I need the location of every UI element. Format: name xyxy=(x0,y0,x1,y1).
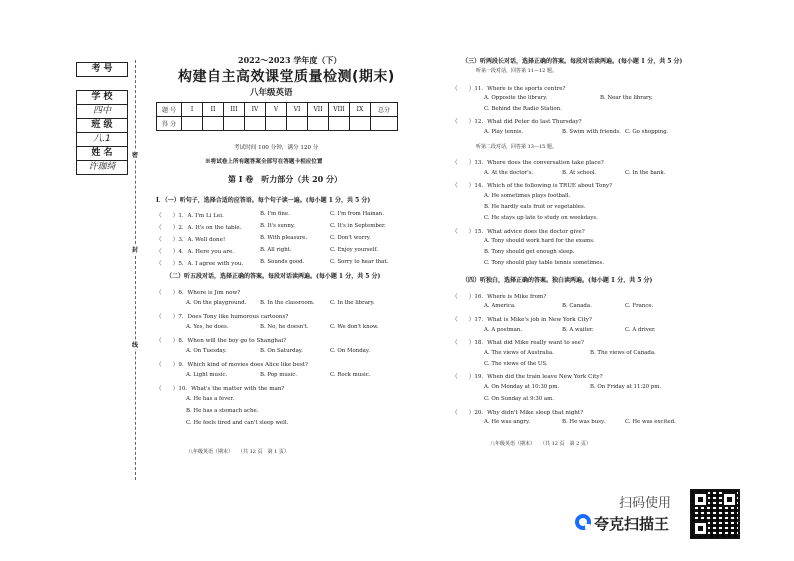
score-cell xyxy=(308,117,329,131)
question: （ ）17．What is Mike's job in New York City? xyxy=(452,317,592,323)
option: C. In the library. xyxy=(330,300,375,306)
option: B. Swim with friends. xyxy=(562,129,621,135)
option: B. On Friday at 11:20 pm. xyxy=(590,384,662,390)
option: C. A driver. xyxy=(625,327,656,333)
option: A. A postman. xyxy=(484,327,523,333)
time-note: 考试时间 100 分钟，满分 120 分 xyxy=(234,145,319,151)
option: B. Pop music. xyxy=(260,372,298,378)
question: （ ）9．Which kind of movies does Alice like best? xyxy=(156,362,308,368)
section-title: I．（一）听句子，选择合适的应答语。每个句子读一遍。(每小题 1 分，共 5 分) xyxy=(156,197,371,204)
question: （ ）6．Where is Jim now? xyxy=(156,290,241,296)
page-footer: 八年级英语（期末） （共 12 页 第 2 页） xyxy=(490,441,591,447)
class-value: 八.1 xyxy=(76,132,128,147)
score-cell xyxy=(224,117,245,131)
option: A. He has a fever. xyxy=(186,396,235,402)
option: C. He was excited. xyxy=(625,419,676,425)
option: A. At the doctor's. xyxy=(484,170,534,176)
score-table xyxy=(156,102,398,131)
seal-label: 线 xyxy=(132,342,139,349)
option: C. The views of the US. xyxy=(484,361,548,367)
school-year: 2022～2023 学年度（下） xyxy=(238,55,342,65)
exam-title: 构建自主高效课堂质量检测(期末) xyxy=(178,69,395,85)
question: （ ）14．Which of the following is TRUE about Tony? xyxy=(452,183,613,189)
option: B. All right. xyxy=(260,247,292,253)
score-col: II xyxy=(203,103,224,117)
score-col: I xyxy=(182,103,203,117)
option: C. On Monday. xyxy=(330,348,370,354)
option: B. He hardly eats fruit or vegetables. xyxy=(484,204,586,210)
question: （ ）2．A. It's on the table. xyxy=(156,225,242,231)
question: （ ）11．Where is the sports centre? xyxy=(452,86,566,92)
score-row2-label: 得 分 xyxy=(157,117,182,131)
option: B. Tony should get enough sleep. xyxy=(484,249,575,255)
option: A. He sometimes plays football. xyxy=(484,193,571,199)
sub-instruction: 听第二段对话，回答第 13—15 题。 xyxy=(476,144,557,150)
option: B. It's sunny. xyxy=(260,223,295,229)
option: C. Tony should play table tennis sometimes. xyxy=(484,260,604,266)
option: A. The views of Australia. xyxy=(484,350,554,356)
option: B. Sounds good. xyxy=(260,259,305,265)
score-col: III xyxy=(224,103,245,117)
exam-subject: 八年级英语 xyxy=(250,88,293,98)
scan-label: 扫码使用 xyxy=(619,496,672,511)
option: B. I'm fine. xyxy=(260,211,290,217)
school-label: 学 校 xyxy=(76,90,128,105)
option: C. Go shopping. xyxy=(625,129,669,135)
question: （ ）13．Where does the conversation take place? xyxy=(452,160,604,166)
question: （ ）18．What did Mike really want to see? xyxy=(452,340,584,346)
seal-label: 封 xyxy=(132,247,139,254)
option: B. A waiter. xyxy=(562,327,594,333)
qr-code-icon[interactable] xyxy=(690,489,740,539)
section-title: （三）听两段长对话，选择正确的答案。每段对话读两遍。(每小题 1 分，共 5 分) xyxy=(462,58,683,65)
score-cell xyxy=(287,117,308,131)
score-cell xyxy=(182,117,203,131)
option: B. He has a stomach ache. xyxy=(186,408,259,414)
option: A. On Tuesday. xyxy=(186,348,227,354)
option: A. On Monday at 10:30 pm. xyxy=(484,384,560,390)
option: A. He was angry. xyxy=(484,419,530,425)
question: （ ）12．What did Peter do last Thursday? xyxy=(452,119,582,125)
option: C. He stays up late to study on weekdays. xyxy=(484,215,598,221)
option: B. In the classroom. xyxy=(260,300,315,306)
score-cell xyxy=(266,117,287,131)
option: C. In the bank. xyxy=(625,170,666,176)
score-row-label: 题 号 xyxy=(157,103,182,117)
option: B. He was busy. xyxy=(562,419,606,425)
section-title: （二）听五段对话，选择正确的答案。每段对话读两遍。(每小题 1 分，共 5 分) xyxy=(166,273,381,280)
name-label: 姓 名 xyxy=(76,146,128,161)
option: C. On Sunday at 9:30 am. xyxy=(484,396,554,402)
option: B. No, he doesn't. xyxy=(260,324,309,330)
score-header-row xyxy=(157,103,398,117)
score-col-total: 总分 xyxy=(371,103,398,117)
score-col: VI xyxy=(287,103,308,117)
option: C. Rock music. xyxy=(330,372,371,378)
option: C. Don't worry. xyxy=(330,235,371,241)
option: C. It's in September. xyxy=(330,223,386,229)
score-col: IV xyxy=(245,103,266,117)
option: A. Yes, he does. xyxy=(186,324,229,330)
score-col: V xyxy=(266,103,287,117)
option: C. Sorry to hear that. xyxy=(330,259,389,265)
option: B. Canada. xyxy=(562,303,592,309)
option: A. Opposite the library. xyxy=(484,95,548,101)
option: A. Light music. xyxy=(186,372,228,378)
question: （ ）8．When will the boy go to Shanghai? xyxy=(156,338,287,344)
name-value: 许珈绮 xyxy=(76,160,128,175)
question: （ ）4．A. Here you are. xyxy=(156,249,235,255)
option: B. The views of Canada. xyxy=(590,350,656,356)
seal-cut-line xyxy=(135,60,136,480)
option: A. America. xyxy=(484,303,516,309)
exam-number-label: 考 号 xyxy=(76,62,128,77)
score-cell xyxy=(245,117,266,131)
score-col: VIII xyxy=(329,103,350,117)
score-cell xyxy=(203,117,224,131)
question: （ ）1．A. I'm Li Lei. xyxy=(156,213,224,219)
question: （ ）10．What's the matter with the man? xyxy=(156,386,285,392)
seal-label: 密 xyxy=(132,152,139,159)
brand-name: 夸克扫描王 xyxy=(594,515,670,533)
answer-note: ※将试卷上所有题答案全部写在答题卡相应位置 xyxy=(205,159,323,165)
score-col: IX xyxy=(350,103,371,117)
sub-instruction: 听第一段对话，回答第 11—12 题。 xyxy=(476,68,557,74)
question: （ ）7．Does Tony like humorous cartoons? xyxy=(156,314,289,320)
option: C. We don't know. xyxy=(330,324,379,330)
option: B. Near the library. xyxy=(600,95,653,101)
question: （ ）3．A. Well done! xyxy=(156,237,226,243)
part-heading: 第 I 卷 听力部分（共 20 分） xyxy=(228,174,343,184)
question: （ ）20．Why didn't Mike sleep that night? xyxy=(452,410,584,416)
section-title: （四）听独白，选择正确的答案。独白读两遍。(每小题 1 分，共 5 分) xyxy=(462,277,653,284)
question: （ ）19．When did the train leave New York City? xyxy=(452,374,603,380)
class-label: 班 级 xyxy=(76,118,128,133)
option: C. Enjoy yourself. xyxy=(330,247,378,253)
score-col: VII xyxy=(308,103,329,117)
option: B. With pleasure. xyxy=(260,235,308,241)
option: B. On Saturday. xyxy=(260,348,303,354)
option: C. Behind the Radio Station. xyxy=(484,106,562,112)
option: C. He feels tired and can't sleep well. xyxy=(186,420,289,426)
page-footer: 八年级英语（期末） （共 12 页 第 1 页） xyxy=(188,449,289,455)
score-cell xyxy=(329,117,350,131)
option: C. France. xyxy=(625,303,654,309)
question: （ ）5．A. I agree with you. xyxy=(156,261,244,267)
score-cell xyxy=(350,117,371,131)
option: A. On the playground. xyxy=(186,300,247,306)
school-value: 四中 xyxy=(76,104,128,119)
option: A. Tony should work hard for the exams. xyxy=(484,238,595,244)
score-value-row xyxy=(157,117,398,131)
quark-logo-icon xyxy=(574,513,592,531)
option: B. At school. xyxy=(562,170,597,176)
option: C. I'm from Hainan. xyxy=(330,211,384,217)
question: （ ）15．What advice does the doctor give? xyxy=(452,229,585,235)
score-cell xyxy=(371,117,398,131)
question: （ ）16．Where is Mike from? xyxy=(452,294,547,300)
option: A. Play tennis. xyxy=(484,129,524,135)
